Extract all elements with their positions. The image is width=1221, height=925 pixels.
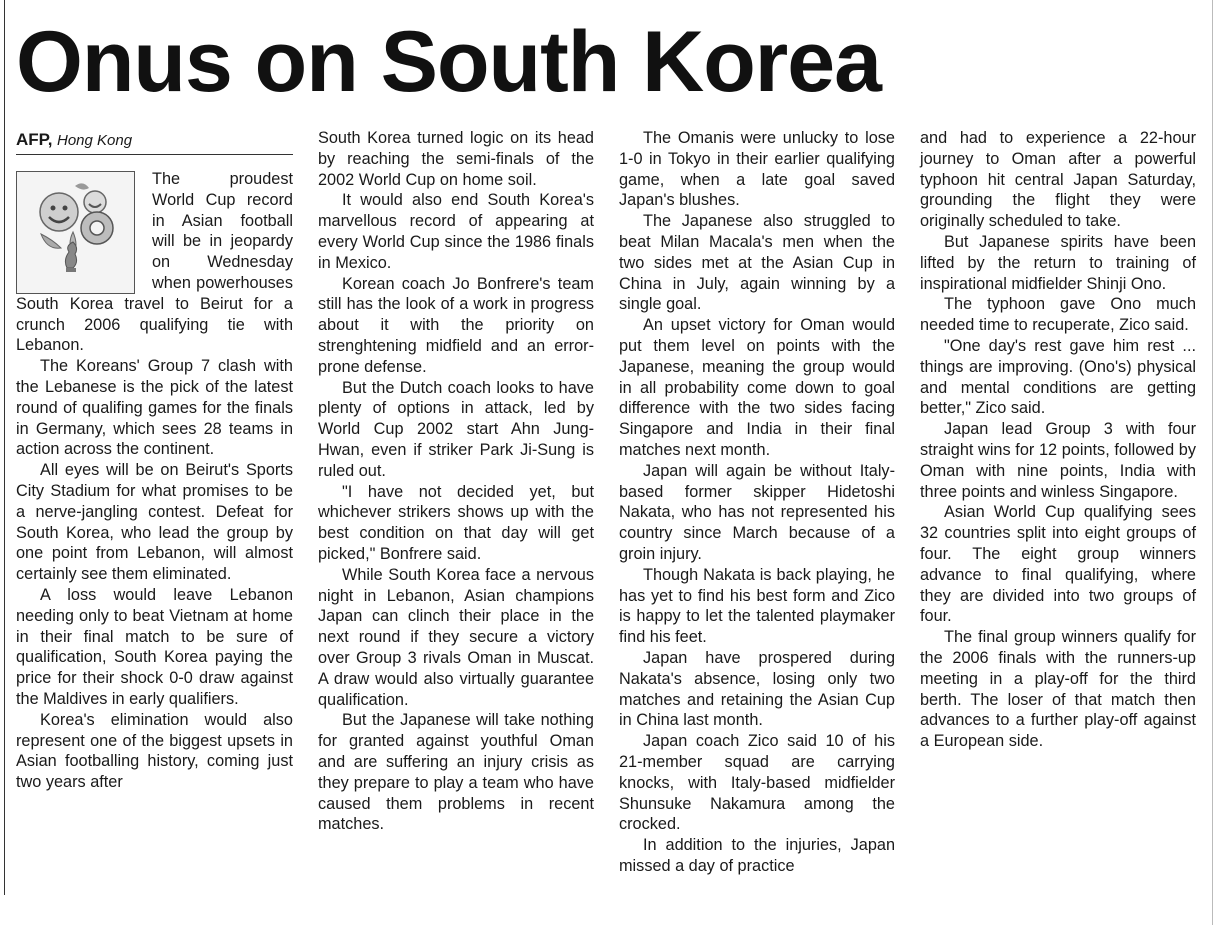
column-3-paragraph-7: Japan coach Zico said 10 of his 21-member squad are carrying knocks, with Italy-based midfielder Shunsuke Nakamura among the crocked. [619,732,895,834]
byline-agency: AFP, [16,130,53,149]
column-2-paragraph-1: South Korea turned logic on its head by reaching the semi-finals of the 2002 World Cup on home soil. [318,129,594,189]
article-column-3 [619,128,895,877]
column-2-paragraph-4: But the Dutch coach looks to have plenty of options in attack, led by World Cup 2002 start Ahn Jung-Hwan, even if striker Park Ji-Sung is ruled out. [318,378,594,480]
headline: Onus on South Korea [16,14,881,110]
left-column-rule [4,0,5,895]
column-4-paragraph-5: Japan lead Group 3 with four straight wins for 12 points, followed by Oman with nine points, India with three points and winless Singapore. [920,420,1196,501]
article-column-4 [920,128,1196,752]
column-1-paragraph-4: A loss would leave Lebanon needing only to beat Vietnam at home in their final match to be sure of qualification, South Korea paying the price for their shock 0-0 draw against the Maldives in early qualifiers. [16,585,293,708]
article-column-1 [16,169,293,793]
column-2-paragraph-3: Korean coach Jo Bonfrere's team still has the look of a work in progress about it with the priority on strenghtening midfield and an error-prone defense. [318,274,594,376]
logo-wrap-spacer [16,169,152,293]
column-1-paragraph-2: The Koreans' Group 7 clash with the Lebanese is the pick of the latest round of qualifing games for the finals in Germany, which sees 28 teams in action across the continent. [16,357,293,459]
column-3-paragraph-5: Though Nakata is back playing, he has yet to find his best form and Zico is happy to let the talented playmaker find his feet. [619,565,895,647]
column-3-paragraph-3: An upset victory for Oman would put them level on points with the Japanese, meaning the group would in all probability come down to goal difference with the two sides facing Singapore and India in their final matches next month. [619,316,895,459]
column-2-paragraph-6: While South Korea face a nervous night in Lebanon, Asian champions Japan can clinch their place in the next round if they secure a victory over Group 3 rivals Oman in Muscat. A draw would also virtually guarantee qualification. [318,565,594,709]
right-page-edge [1212,0,1213,925]
column-4-paragraph-1: and had to experience a 22-hour journey to Oman after a powerful typhoon hit central Japan Saturday, grounding the flight they were originally scheduled to take. [920,129,1196,231]
column-2-paragraph-5: "I have not decided yet, but whichever strikers shows up with the best condition on that day will get picked," Bonfrere said. [318,482,594,563]
column-1-paragraph-1: The proudest World Cup record in Asian football will be in jeopardy on Wednesday when powerhouses South Korea travel to Beirut for a crunch 2006 qualifying tie with Lebanon. [16,170,293,355]
column-2-paragraph-2: It would also end South Korea's marvellous record of appearing at every World Cup since the 1986 finals in Mexico. [318,191,594,272]
article-column-2 [318,128,594,835]
byline-divider [16,154,293,155]
column-1-paragraph-5: Korea's elimination would also represent one of the biggest upsets in Asian footballing history, coming just two years after [16,710,293,792]
byline [16,130,132,150]
column-4-paragraph-7: The final group winners qualify for the 2006 finals with the runners-up meeting in a play-off for the third berth. The loser of that match then advances to a further play-off against a European side. [920,628,1196,751]
column-1-paragraph-3: All eyes will be on Beirut's Sports City Stadium for what promises to be a nerve-jangling contest. Defeat for South Korea, who lead the group by one point from Lebanon, will almost certainly see them eliminated. [16,461,293,584]
column-3-paragraph-2: The Japanese also struggled to beat Milan Macala's men when the two sides met at the Asian Cup in China in July, again winning by a single goal. [619,212,895,314]
column-4-paragraph-6: Asian World Cup qualifying sees 32 countries split into eight groups of four. The eight group winners advance to final qualifying, where they are divided into two groups of four. [920,503,1196,626]
column-4-paragraph-2: But Japanese spirits have been lifted by the return to training of inspirational midfielder Shinji Ono. [920,232,1196,293]
column-4-paragraph-4: "One day's rest gave him rest ... things are improving. (Ono's) physical and mental conditions are getting better," Zico said. [920,336,1196,418]
column-3-paragraph-6: Japan have prospered during Nakata's absence, losing only two matches and retaining the Asian Cup in China last month. [619,648,895,730]
byline-place: Hong Kong [57,132,133,149]
column-2-paragraph-7: But the Japanese will take nothing for granted against youthful Oman and are suffering an injury crisis as they prepare to play a team who have caused them problems in recent matches. [318,711,594,834]
column-3-paragraph-1: The Omanis were unlucky to lose 1-0 in Tokyo in their earlier qualifying game, when a late goal saved Japan's blushes. [619,129,895,210]
column-3-paragraph-8: In addition to the injuries, Japan missed a day of practice [619,836,895,875]
column-3-paragraph-4: Japan will again be without Italy-based former skipper Hidetoshi Nakata, who has not represented his country since March because of a groin injury. [619,461,895,563]
column-4-paragraph-3: The typhoon gave Ono much needed time to recuperate, Zico said. [920,295,1196,335]
